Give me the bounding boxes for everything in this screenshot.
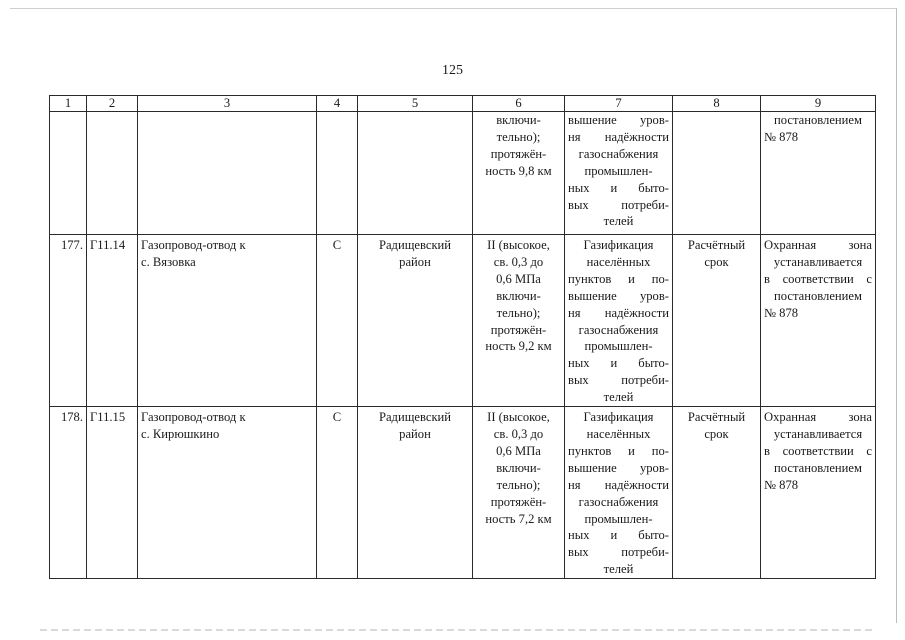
purpose-cell: Газификация населённых пунктов и по- вышение уров- ня надёжности газоснабжения промышлен- ных и быто- вых потреби- телей	[565, 235, 673, 407]
zone-cell: постановлением № 878	[761, 112, 876, 235]
row-number: 178.	[50, 407, 87, 579]
object-name: Газопровод-отвод к с. Вязовка	[138, 235, 317, 407]
object-name: Газопровод-отвод к с. Кирюшкино	[138, 407, 317, 579]
term-cell: Расчётный срок	[673, 407, 761, 579]
zone-cell: Охранная зона устанавливается в соответствии с постановлением № 878	[761, 407, 876, 579]
params-cell: включи- тельно); протяжён- ность 9,8 км	[473, 112, 565, 235]
row-number: 177.	[50, 235, 87, 407]
district-cell: Радищевский район	[358, 407, 473, 579]
header-cell: 4	[317, 96, 358, 112]
params-cell: II (высокое, св. 0,3 до 0,6 МПа включи- тельно); протяжён- ность 9,2 км	[473, 235, 565, 407]
infrastructure-table	[49, 95, 876, 579]
object-code: Г11.15	[87, 407, 138, 579]
table-row-continuation	[50, 112, 876, 235]
header-cell: 6	[473, 96, 565, 112]
header-cell: 7	[565, 96, 673, 112]
term-cell: Расчётный срок	[673, 235, 761, 407]
table-header-row	[50, 96, 876, 112]
header-cell: 9	[761, 96, 876, 112]
purpose-cell: вышение уров- ня надёжности газоснабжения промышлен- ных и быто- вых потреби- телей	[565, 112, 673, 235]
purpose-cell: Газификация населённых пунктов и по- вышение уров- ня надёжности газоснабжения промышлен- ных и быто- вых потреби- телей	[565, 407, 673, 579]
header-cell: 5	[358, 96, 473, 112]
header-cell: 2	[87, 96, 138, 112]
object-code: Г11.14	[87, 235, 138, 407]
object-status: С	[317, 407, 358, 579]
object-status: С	[317, 235, 358, 407]
params-cell: II (высокое, св. 0,3 до 0,6 МПа включи- тельно); протяжён- ность 7,2 км	[473, 407, 565, 579]
zone-cell: Охранная зона устанавливается в соответствии с постановлением № 878	[761, 235, 876, 407]
page-number: 125	[442, 63, 463, 78]
header-cell: 8	[673, 96, 761, 112]
scan-artifact-line	[40, 629, 875, 631]
district-cell: Радищевский район	[358, 235, 473, 407]
table-row	[50, 407, 876, 579]
table-row	[50, 235, 876, 407]
header-cell: 3	[138, 96, 317, 112]
header-cell: 1	[50, 96, 87, 112]
